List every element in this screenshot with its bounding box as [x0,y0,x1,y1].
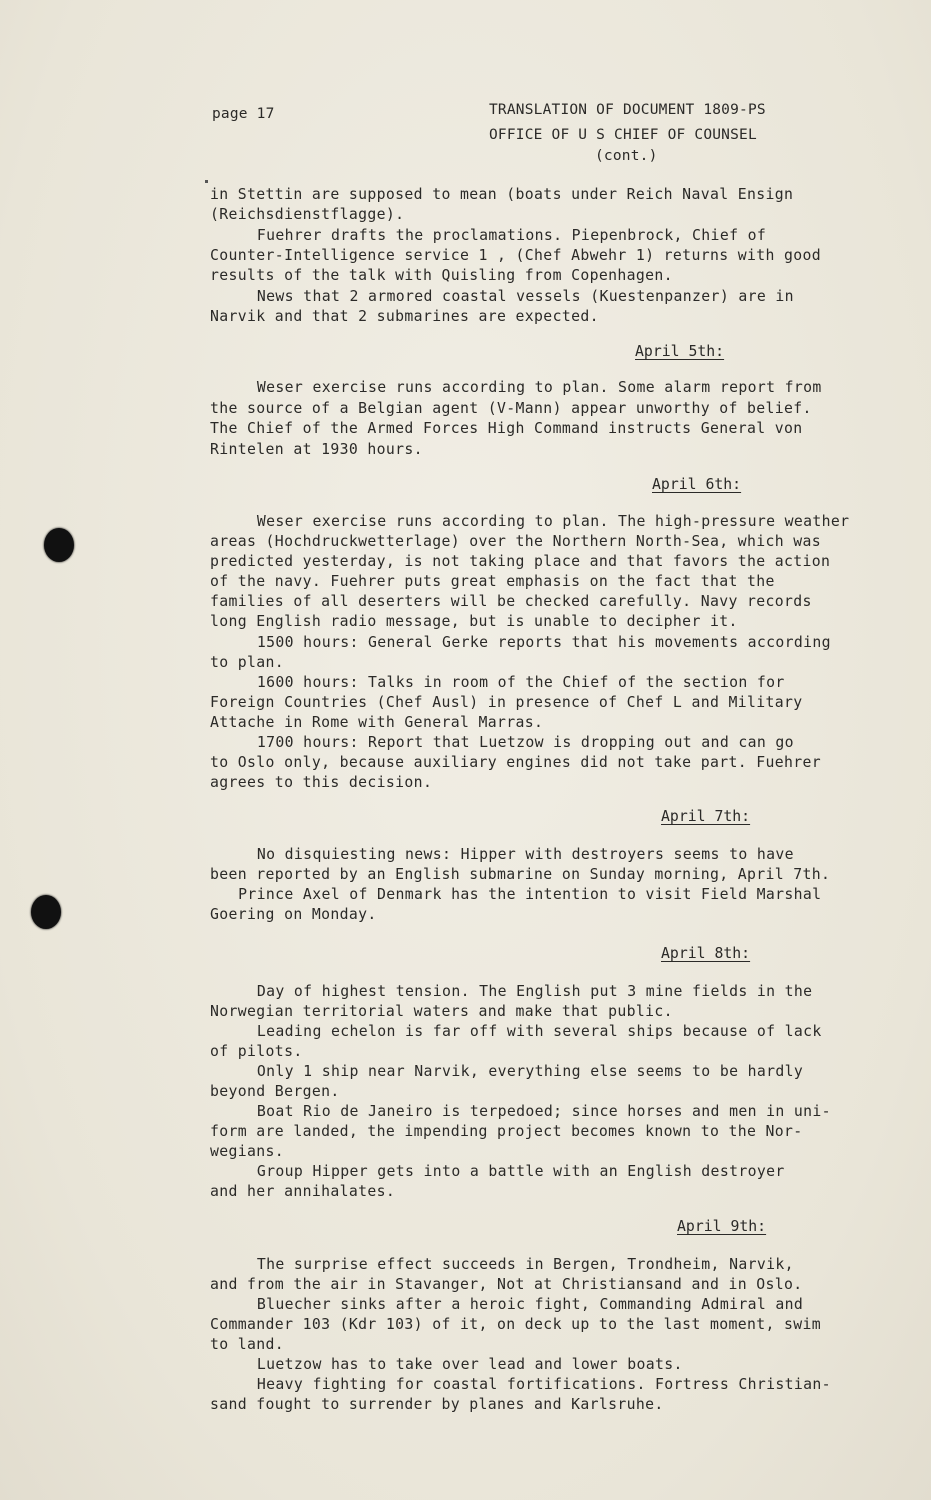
punch-hole-upper [44,528,74,562]
text-line: Day of highest tension. The English put 3 mine fields in the [256,983,813,1000]
continued-label: (cont.) [595,148,658,164]
text-line: Leading echelon is far off with several ships because of lack [256,1023,822,1040]
section-date: April 7th: [661,808,751,825]
text-line: Weser exercise runs according to plan. The high-pressure weather [256,513,850,530]
text-line: Attache in Rome with General Marras. [210,714,544,731]
section-date: April 5th: [635,343,725,360]
text-line: to land. [210,1336,285,1353]
text-line: and her annihalates. [210,1183,396,1200]
text-line: results of the talk with Quisling from Copenhagen. [210,267,673,284]
page-label: page 17 [212,106,275,122]
text-line: beyond Bergen. [210,1083,340,1100]
text-line: News that 2 armored coastal vessels (Kuestenpanzer) are in [256,288,794,305]
text-line: the source of a Belgian agent (V-Mann) appear unworthy of belief. [210,400,812,417]
section-date: April 9th: [677,1218,767,1235]
text-line: sand fought to surrender by planes and Karlsruhe. [210,1396,664,1413]
text-line: Norwegian territorial waters and make that public. [210,1003,673,1020]
text-line: 1600 hours: Talks in room of the Chief of the section for [256,674,785,691]
text-line: Counter-Intelligence service 1 , (Chef Abwehr 1) returns with good [210,247,822,264]
text-line: Commander 103 (Kdr 103) of it, on deck up to the last moment, swim [210,1316,822,1333]
text-line: (Reichsdienstflagge). [210,206,405,223]
text-line: of the navy. Fuehrer puts great emphasis on the fact that the [210,573,775,590]
text-line: Fuehrer drafts the proclamations. Piepenbrock, Chief of [256,227,767,244]
text-line: to Oslo only, because auxiliary engines did not take part. Fuehrer [210,754,822,771]
text-line: Group Hipper gets into a battle with an English destroyer [256,1163,785,1180]
text-line: and from the air in Stavanger, Not at Christiansand and in Oslo. [210,1276,803,1293]
text-line: of pilots. [210,1043,303,1060]
text-line: form are landed, the impending project becomes known to the Nor- [210,1123,803,1140]
text-line: predicted yesterday, is not taking place and that favors the action [210,553,831,570]
text-line: The surprise effect succeeds in Bergen, Trondheim, Narvik, [256,1256,794,1273]
section-date: April 8th: [661,945,751,962]
text-line: long English radio message, but is unable to decipher it. [210,613,738,630]
text-line: wegians. [210,1143,285,1160]
text-line: 1700 hours: Report that Luetzow is dropping out and can go [256,734,794,751]
text-line: Heavy fighting for coastal fortifications. Fortress Christian- [256,1376,831,1393]
text-line: No disquiesting news: Hipper with destroyers seems to have [256,846,794,863]
text-line: Only 1 ship near Narvik, everything else seems to be hardly [256,1063,804,1080]
text-line: Boat Rio de Janeiro is terpedoed; since horses and men in uni- [256,1103,831,1120]
text-line: Goering on Monday. [210,906,377,923]
text-line: been reported by an English submarine on Sunday morning, April 7th. [210,866,831,883]
text-line: areas (Hochdruckwetterlage) over the Northern North-Sea, which was [210,533,822,550]
office-line: OFFICE OF U S CHIEF OF COUNSEL [489,127,757,143]
text-line: Narvik and that 2 submarines are expected. [210,308,599,325]
text-line: Bluecher sinks after a heroic fight, Commanding Admiral and [256,1296,804,1313]
text-line: The Chief of the Armed Forces High Command instructs General von [210,420,803,437]
stray-mark [205,180,208,183]
section-date: April 6th: [652,476,742,493]
text-line: Prince Axel of Denmark has the intention to visit Field Marshal [238,886,822,903]
document-title: TRANSLATION OF DOCUMENT 1809-PS [489,102,766,118]
text-line: Foreign Countries (Chef Ausl) in presence of Chef L and Military [210,694,803,711]
text-line: Rintelen at 1930 hours. [210,441,423,458]
punch-hole-lower [31,895,61,929]
text-line: Weser exercise runs according to plan. Some alarm report from [256,379,822,396]
text-line: in Stettin are supposed to mean (boats under Reich Naval Ensign [210,186,794,203]
text-line: families of all deserters will be checked carefully. Navy records [210,593,812,610]
text-line: agrees to this decision. [210,774,433,791]
text-line: Luetzow has to take over lead and lower boats. [256,1356,683,1373]
text-line: to plan. [210,654,285,671]
text-line: 1500 hours: General Gerke reports that his movements according [256,634,831,651]
